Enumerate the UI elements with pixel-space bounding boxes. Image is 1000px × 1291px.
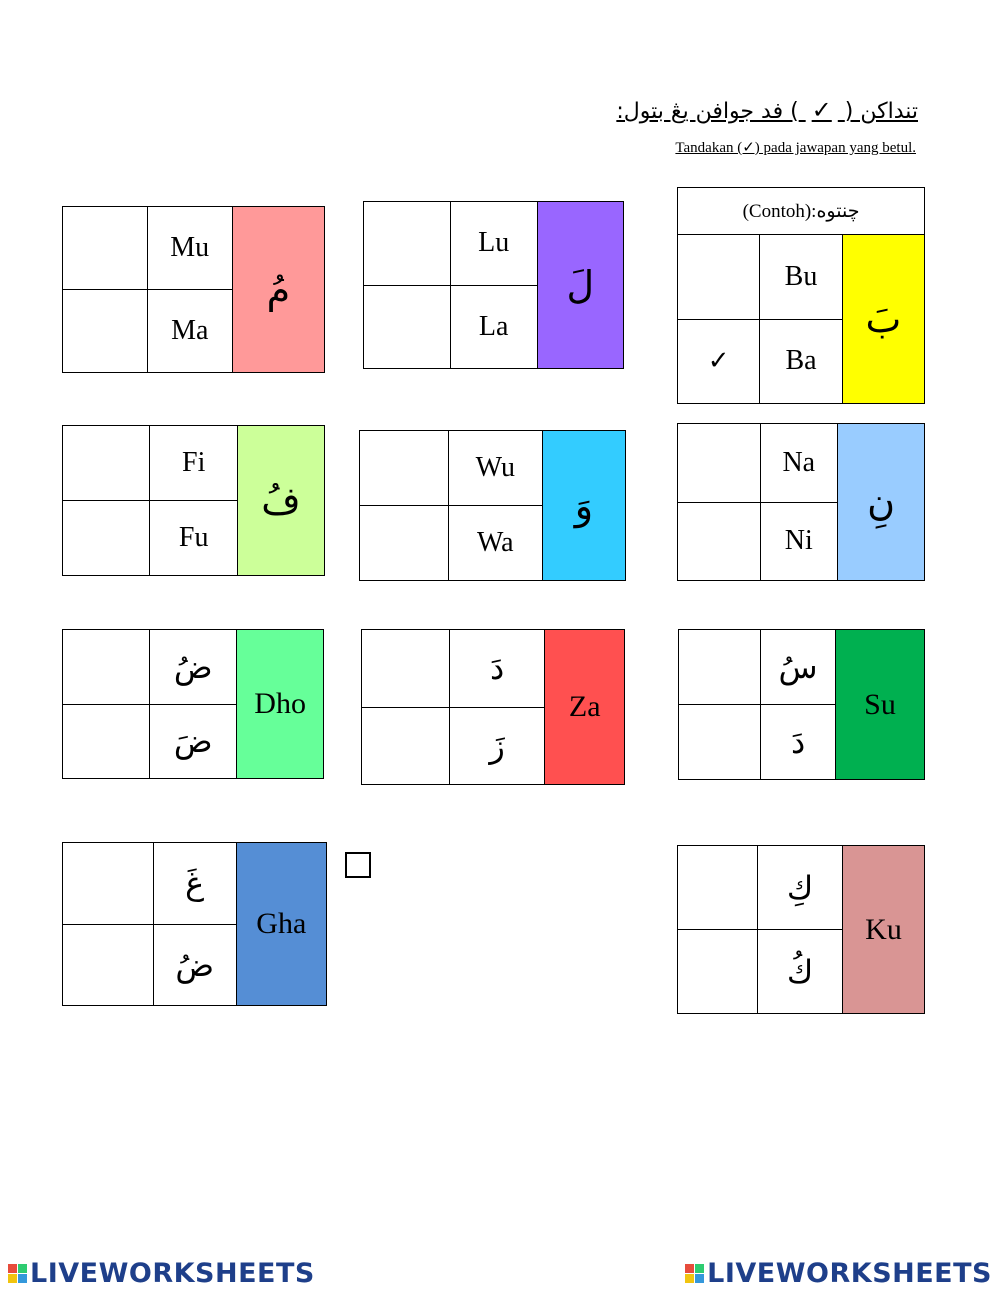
answer-box-1[interactable] <box>364 202 451 286</box>
answer-box-2[interactable] <box>63 924 154 1006</box>
answer-box-1[interactable] <box>360 431 449 506</box>
option-2: كُ <box>758 930 843 1014</box>
option-1: Lu <box>450 202 537 286</box>
liveworksheets-logo-left <box>8 1258 315 1288</box>
card-la <box>363 201 624 369</box>
card-gha <box>62 842 327 1006</box>
option-2: ضَ <box>150 704 237 779</box>
card-ni <box>677 423 925 581</box>
example-caption: (Contoh):چنتوه <box>678 188 925 235</box>
card-su <box>678 629 925 780</box>
option-2: Ni <box>760 502 838 581</box>
answer-box-2[interactable] <box>678 930 758 1014</box>
option-2: Fu <box>150 501 237 576</box>
option-2: ضُ <box>153 924 236 1006</box>
answer-box-1[interactable] <box>63 630 150 705</box>
answer-box-2[interactable] <box>364 285 451 369</box>
answer-box-2[interactable]: ✓ <box>678 319 760 404</box>
key-cell: بَ <box>842 235 924 404</box>
option-1: غَ <box>153 843 236 925</box>
key-cell: فُ <box>237 426 324 576</box>
option-2: Wa <box>448 506 542 581</box>
key-cell: Ku <box>843 846 925 1014</box>
option-1: كِ <box>758 846 843 930</box>
answer-box-1[interactable] <box>63 426 150 501</box>
answer-box-1[interactable] <box>63 207 148 290</box>
answer-box-1[interactable] <box>679 630 761 705</box>
option-1: ضُ <box>150 630 237 705</box>
option-1: Mu <box>147 207 232 290</box>
option-2: دَ <box>761 705 836 780</box>
instruction-jawi <box>616 96 918 124</box>
key-cell: مُ <box>232 207 324 373</box>
answer-box-2[interactable] <box>63 704 150 779</box>
option-2: La <box>450 285 537 369</box>
liveworksheets-logo-right <box>685 1258 992 1288</box>
answer-box-1[interactable] <box>678 424 761 503</box>
option-1: Bu <box>760 235 842 320</box>
card-ku <box>677 845 925 1014</box>
logo-mark-icon <box>685 1264 704 1283</box>
instruction-jawi-after: ) فد جوافن يڠ بتول: <box>616 99 799 124</box>
card-dho <box>62 629 324 779</box>
option-1: دَ <box>449 630 545 708</box>
key-cell: نِ <box>838 424 925 581</box>
option-2: Ba <box>760 319 842 404</box>
key-cell: Za <box>545 630 625 785</box>
answer-box-2[interactable] <box>678 502 761 581</box>
key-cell: وَ <box>542 431 625 581</box>
logo-text: LIVEWORKSHEETS <box>707 1257 992 1289</box>
option-1: سُ <box>761 630 836 705</box>
answer-box-2[interactable] <box>63 501 150 576</box>
option-2: Ma <box>147 290 232 373</box>
card-ba-example <box>677 187 925 404</box>
answer-box-2[interactable] <box>679 705 761 780</box>
answer-box-1[interactable] <box>63 843 154 925</box>
card-mu <box>62 206 325 373</box>
answer-box-1[interactable] <box>678 235 760 320</box>
answer-box-2[interactable] <box>362 707 450 785</box>
instruction-tick: ✓ <box>811 96 832 124</box>
instruction-rumi: Tandakan (✓) pada jawapan yang betul. <box>675 140 916 156</box>
answer-box-2[interactable] <box>63 290 148 373</box>
logo-mark-icon <box>8 1264 27 1283</box>
key-cell: Su <box>835 630 924 780</box>
logo-text: LIVEWORKSHEETS <box>30 1257 315 1289</box>
key-cell: Dho <box>237 630 324 779</box>
option-2: زَ <box>449 707 545 785</box>
answer-box-2[interactable] <box>360 506 449 581</box>
checkbox[interactable] <box>345 852 371 878</box>
answer-box-1[interactable] <box>678 846 758 930</box>
card-wa <box>359 430 626 581</box>
option-1: Na <box>760 424 838 503</box>
answer-box-1[interactable] <box>362 630 450 708</box>
card-za <box>361 629 625 785</box>
card-fu <box>62 425 325 576</box>
key-cell: Gha <box>236 843 326 1006</box>
instruction-jawi-before: تنداكن ( <box>844 99 918 124</box>
option-1: Wu <box>448 431 542 506</box>
key-cell: لَ <box>537 202 623 369</box>
option-1: Fi <box>150 426 237 501</box>
